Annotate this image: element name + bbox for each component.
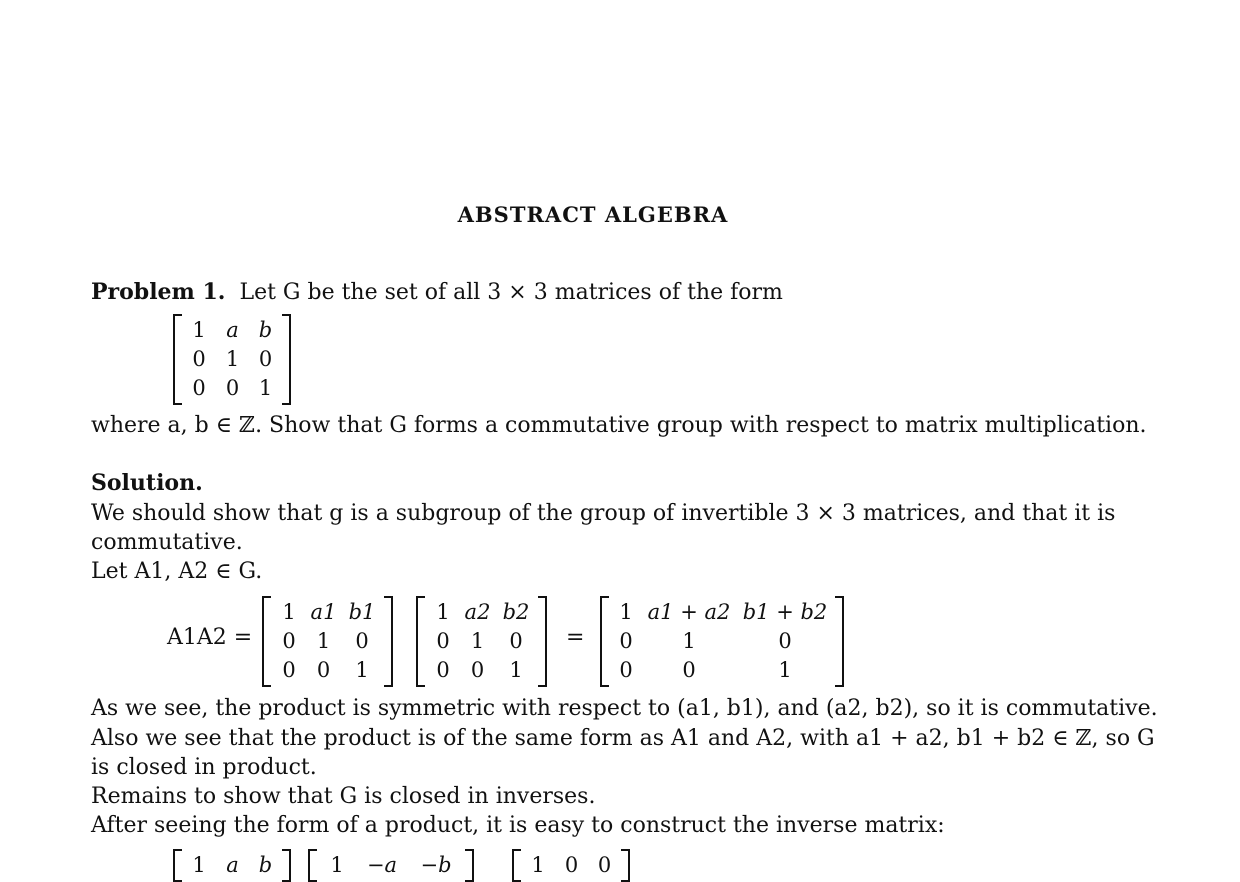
solution-line-2: commutative. bbox=[91, 530, 243, 555]
problem-label: Problem 1. bbox=[91, 279, 226, 305]
product-matrix-result bbox=[600, 596, 844, 687]
inverse-matrix-1-cell-0-2: b bbox=[258, 853, 273, 877]
product-matrix-1-cell-0-2: b1 bbox=[348, 600, 376, 624]
product-matrix-2-cell-1-1: 1 bbox=[470, 629, 485, 653]
product-matrix-1-cell-1-2: 0 bbox=[355, 629, 369, 653]
inverse-matrix-1-cell-0-0: 1 bbox=[192, 853, 206, 877]
product-matrix-1-cell-2-0: 0 bbox=[282, 658, 296, 682]
product-matrix-1-cell-1-0: 0 bbox=[282, 629, 296, 653]
problem-matrix-cell-2-0: 0 bbox=[192, 376, 206, 400]
inverse-matrix-3-cell-0-2: 0 bbox=[597, 853, 612, 877]
product-matrix-2-cell-0-2: b2 bbox=[502, 600, 530, 624]
product-matrix-result-cell-2-2: 1 bbox=[778, 658, 792, 682]
product-matrix-1-cell-0-1: a1 bbox=[310, 600, 337, 624]
product-matrix-result-cell-1-2: 0 bbox=[778, 629, 792, 653]
product-matrix-2-cell-2-2: 1 bbox=[509, 658, 523, 682]
problem-matrix-cell-0-1: a bbox=[226, 318, 239, 342]
product-lhs: A1A2 = bbox=[167, 625, 253, 650]
product-matrix-2-cell-1-0: 0 bbox=[436, 629, 450, 653]
problem-matrix-cell-1-1: 1 bbox=[225, 347, 240, 371]
solution-line-6: is closed in product. bbox=[91, 755, 317, 780]
product-matrix-2-cell-0-0: 1 bbox=[436, 600, 450, 624]
inverse-matrix-3-cell-0-0: 1 bbox=[531, 853, 545, 877]
problem-matrix-cell-0-2: b bbox=[258, 318, 273, 342]
problem-matrix-cell-2-1: 0 bbox=[225, 376, 240, 400]
product-matrix-result-cell-0-1: a1 + a2 bbox=[647, 600, 731, 624]
inverse-matrix-2-cell-0-0: 1 bbox=[330, 853, 344, 877]
problem-matrix-cell-2-2: 1 bbox=[258, 376, 273, 400]
product-matrix-result-cell-1-0: 0 bbox=[619, 629, 633, 653]
inverse-matrix-1-cell-0-1: a bbox=[226, 853, 239, 877]
product-matrix-1 bbox=[262, 596, 393, 687]
inverse-matrix-3-cell-0-1: 0 bbox=[564, 853, 579, 877]
product-matrix-1-cell-1-1: 1 bbox=[316, 629, 331, 653]
product-matrix-result-cell-2-0: 0 bbox=[619, 658, 633, 682]
product-matrix-2-cell-2-0: 0 bbox=[436, 658, 450, 682]
product-matrix-1-cell-0-0: 1 bbox=[282, 600, 296, 624]
page-title: ABSTRACT ALGEBRA bbox=[457, 202, 729, 227]
solution-line-8: After seeing the form of a product, it is easy to construct the inverse matrix: bbox=[91, 813, 945, 838]
inverse-matrix-2 bbox=[308, 849, 474, 882]
solution-line-7: Remains to show that G is closed in inverses. bbox=[91, 784, 596, 809]
problem-intro bbox=[91, 278, 783, 307]
product-matrix-result-cell-0-2: b1 + b2 bbox=[742, 600, 828, 624]
product-matrix-1-cell-2-2: 1 bbox=[355, 658, 369, 682]
inverse-matrix-2-cell-0-2: −b bbox=[420, 853, 452, 877]
product-matrix-result-cell-1-1: 1 bbox=[682, 629, 696, 653]
problem-matrix-cell-0-0: 1 bbox=[192, 318, 206, 342]
solution-line-4: As we see, the product is symmetric with respect to (a1, b1), and (a2, b2), so it is commutative. bbox=[91, 696, 1158, 721]
inverse-matrix-1 bbox=[173, 849, 291, 882]
solution-label: Solution. bbox=[91, 470, 203, 496]
product-matrix-result-cell-0-0: 1 bbox=[619, 600, 633, 624]
problem-intro-text: Let G be the set of all 3 × 3 matrices of the form bbox=[239, 280, 783, 305]
solution-line-1: We should show that g is a subgroup of the group of invertible 3 × 3 matrices, and that it is bbox=[91, 501, 1116, 526]
product-matrix-result-cell-2-1: 0 bbox=[682, 658, 696, 682]
problem-matrix bbox=[173, 314, 291, 405]
solution-line-5: Also we see that the product is of the same form as A1 and A2, with a1 + a2, b1 + b2 ∈ ℤ, so G bbox=[91, 726, 1155, 751]
problem-statement: where a, b ∈ ℤ. Show that G forms a commutative group with respect to matrix multiplication. bbox=[91, 413, 1147, 438]
problem-matrix-cell-1-2: 0 bbox=[258, 347, 273, 371]
equals-sign: = bbox=[566, 625, 585, 650]
problem-matrix-cell-1-0: 0 bbox=[192, 347, 206, 371]
inverse-matrix-3 bbox=[512, 849, 630, 882]
product-matrix-1-cell-2-1: 0 bbox=[316, 658, 331, 682]
product-matrix-2-cell-0-1: a2 bbox=[464, 600, 491, 624]
product-matrix-2-cell-1-2: 0 bbox=[509, 629, 523, 653]
product-matrix-2 bbox=[416, 596, 547, 687]
product-matrix-2-cell-2-1: 0 bbox=[470, 658, 485, 682]
inverse-matrix-2-cell-0-1: −a bbox=[366, 853, 398, 877]
solution-line-3: Let A1, A2 ∈ G. bbox=[91, 559, 263, 584]
